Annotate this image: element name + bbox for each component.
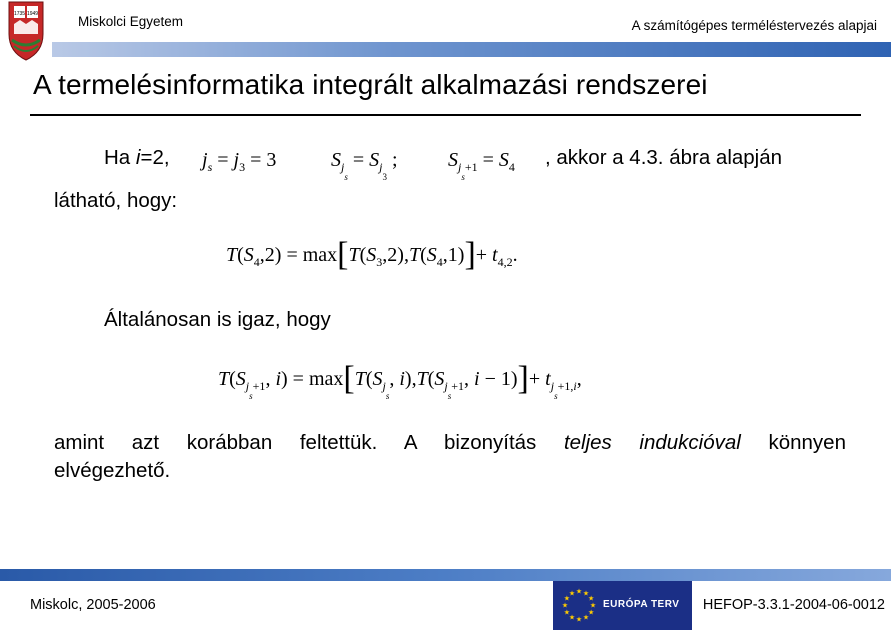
para1-tail: , akkor a 4.3. ábra alapján [545,146,783,169]
logo-year-2: 1949 [26,11,39,17]
eu-star-icon: ★ [575,588,583,596]
para2: látható, hogy: [54,189,178,212]
logo-year-1: 1735 [13,11,26,17]
para1-ha: Ha i=2, [104,146,170,169]
header-bar [52,42,891,57]
para3: Általánosan is igaz, hogy [104,308,331,331]
title-rule [30,114,861,116]
university-crest-logo [6,0,46,62]
eu-stars-icon [559,585,599,625]
eu-star-icon: ★ [568,614,576,622]
eu-star-icon: ★ [561,602,569,610]
formula-Sjs1-eq-S4: $S_{j_s+1} = S_4$ [448,149,515,182]
para5: elvégezhető. [54,459,171,482]
eu-star-icon: ★ [575,616,583,624]
header-university: Miskolci Egyetem [78,14,184,29]
eu-star-icon: ★ [582,590,590,598]
eu-star-icon: ★ [563,609,571,617]
formula-Sjs-eq-Sj3: $S_{j_s} = S_{j_3}$ ; [331,149,398,182]
footer-place-date: Miskolc, 2005-2006 [30,597,156,613]
footer-project-code: HEFOP-3.3.1-2004-06-0012 [702,597,885,613]
slide-title: A termelésinformatika integrált alkalmazási rendszerei [33,69,708,100]
footer-bar [0,569,891,581]
eu-star-icon: ★ [568,590,576,598]
para4: amint azt korábban feltettük. A bizonyítás teljes indukcióval könnyen [54,431,846,454]
eu-star-icon: ★ [587,595,595,603]
header-course-title: A számítógépes terméléstervezés alapjai [631,18,877,33]
eu-star-icon: ★ [563,595,571,603]
eu-label: EURÓPA TERV [603,599,680,610]
eu-star-icon: ★ [587,609,595,617]
formula-js-eq-j3: $j_s = j_3 = 3$ [202,149,277,174]
eu-star-icon: ★ [582,614,590,622]
formula-T-S4-2: $T(S_4,2) = \max[T(S_3,2),T(S_4,1)]+ t_{4,2}$. [226,236,518,273]
eu-star-icon: ★ [589,602,597,610]
formula-general: $T(S_{j_s+1}$, $i) = \max[T(S_{j_s}$, $i),T(S_{j_s+1}$, $i - 1)]+ t_{j_s+1,i}$, [218,360,582,401]
eu-logo [553,581,692,630]
